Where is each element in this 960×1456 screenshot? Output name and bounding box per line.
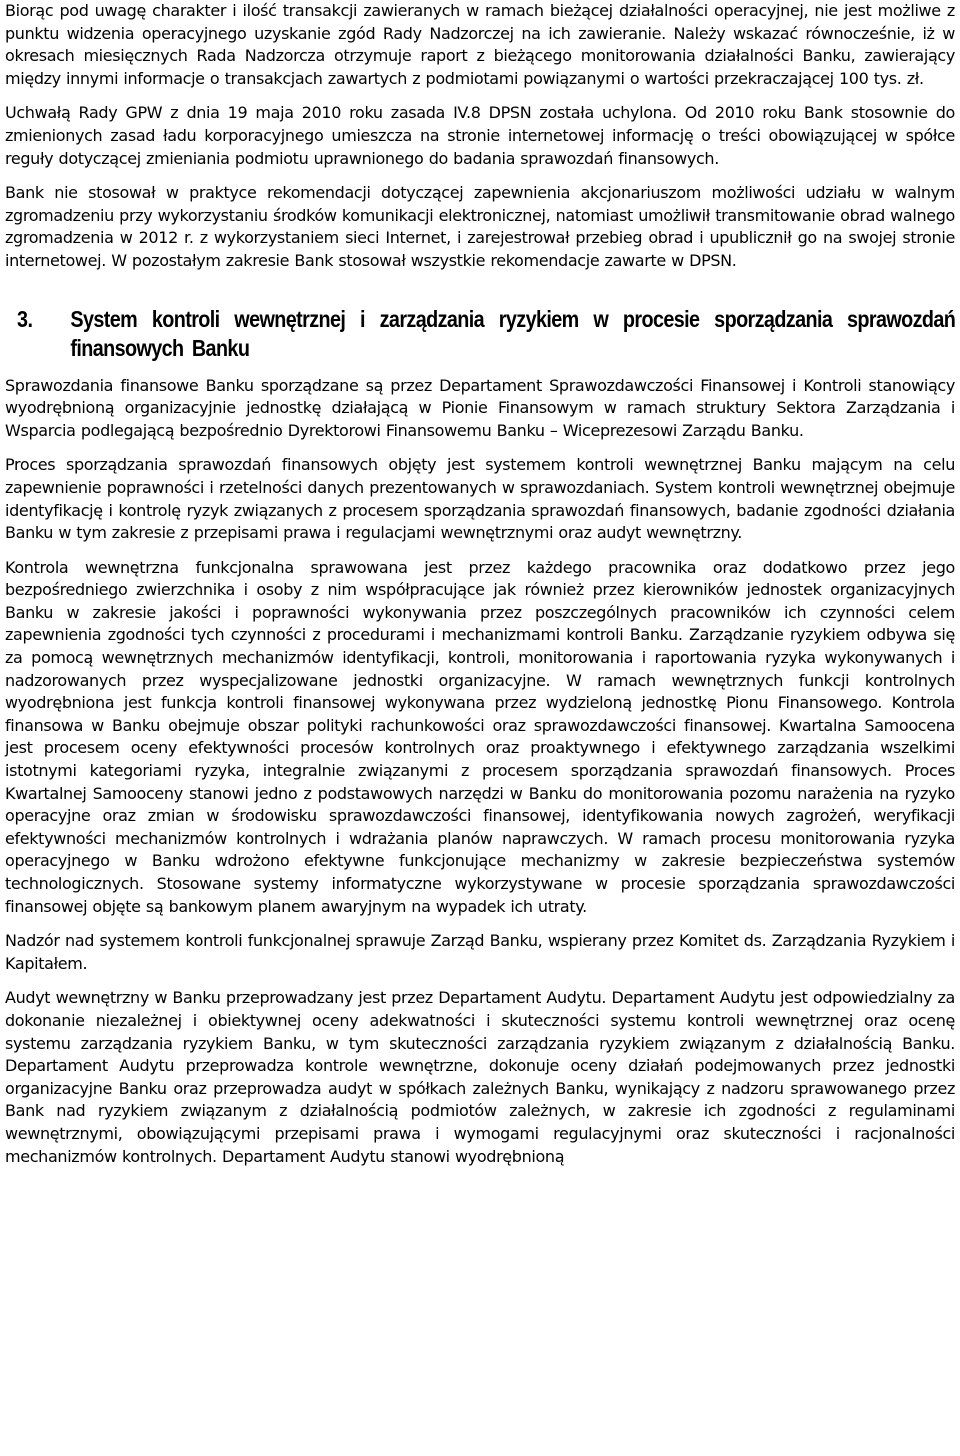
section-title: System kontroli wewnętrznej i zarządzania ryzykiem w procesie sporządzania sprawozdań finansowych Banku <box>70 305 956 361</box>
paragraph-gpw-resolution: Uchwałą Rady GPW z dnia 19 maja 2010 roku zasada IV.8 DPSN została uchylona. Od 2010 roku Bank stosownie do zmienionych zasad ładu korporacyjnego umieszcza na stronie internetowej informację o treści obowiązującej w spółce reguły dotyczącej zmieniania podmiotu uprawnionego do badania sprawozdań finansowych. <box>5 103 955 168</box>
paragraph-electronic-communication: Bank nie stosował w praktyce rekomendacji dotyczącej zapewnienia akcjonariuszom możliwości udziału w walnym zgromadzeniu przy wykorzystaniu środków komunikacji elektronicznej, natomiast umożliwił transmitowanie obrad walnego zgromadzenia w 2012 r. z wykorzystaniem sieci Internet, i zarejestrował przebieg obrad i upublicznił go na swojej stronie internetowej. W pozostałym zakresie Bank stosował wszystkie rekomendacje zawarte w DPSN. <box>5 183 955 270</box>
document-page <box>5 0 955 1168</box>
section-number: 3. <box>17 305 33 332</box>
paragraph-related-party-transactions: Biorąc pod uwagę charakter i ilość transakcji zawieranych w ramach bieżącej działalności operacyjnej, nie jest możliwe z punktu widzenia operacyjnego uzyskanie zgód Rady Nadzorczej na ich zawieranie. Należy wskazać równocześnie, iż w okresach miesięcznych Rada Nadzorcza otrzymuje raport z bieżącego monitorowania działalności Banku, zawierający między innymi informacje o transakcjach zawartych z podmiotami powiązanymi o wartości przekraczającej 100 tys. zł. <box>5 1 955 88</box>
paragraph-functional-control: Kontrola wewnętrzna funkcjonalna sprawowana jest przez każdego pracownika oraz dodatkowo przez jego bezpośredniego zwierzchnika i osoby z nim współpracujące jak również przez kierowników jednostek organizacyjnych Banku w zakresie jakości i poprawności wykonywania przez poszczególnych pracowników ich czynności celem zapewnienia zgodności tych czynności z procedurami i mechanizmami kontroli Banku. Zarządzanie ryzykiem odbywa się za pomocą wewnętrznych mechanizmów identyfikacji, kontroli, monitorowania i raportowania ryzyka wykonywanych i nadzorowanych przez wyspecjalizowane jednostki organizacyjne. W ramach wewnętrznych funkcji kontrolnych wyodrębniona jest funkcja kontroli finansowej wykonywana przez wydzieloną jednostkę Pionu Finansowego. Kontrola finansowa w Banku obejmuje obszar polityki rachunkowości oraz sprawozdawczości finansowej. Kwartalna Samoocena jest procesem oceny efektywności procesów kontrolnych oraz proaktywnego i efektywnego zarządzania wszelkimi istotnymi kategoriami ryzyka, integralnie związanymi z procesem sporządzania sprawozdań finansowych. Proces Kwartalnej Samooceny stanowi jedno z podstawowych narzędzi w Banku do monitorowania pozomu narażenia na ryzyko operacyjne oraz zmian w środowisku sprawozdawczości finansowej, identyfikowania nowych zagrożeń, weryfikacji efektywności mechanizmów kontrolnych i wdrażania planów naprawczych. W ramach procesu monitorowania ryzyka operacyjnego w Banku wdrożono efektywne funkcjonujące mechanizmy w zakresie bezpieczeństwa systemów technologicznych. Stosowane systemy informatyczne wykorzystywane w procesie sporządzania sprawozdawczości finansowej objęte są bankowym planem awaryjnym na wypadek ich utraty. <box>5 557 955 916</box>
paragraph-internal-control-system: Proces sporządzania sprawozdań finansowych objęty jest systemem kontroli wewnętrznej Banku mającym na celu zapewnienie poprawności i rzetelności danych prezentowanych w sprawozdaniach. System kontroli wewnętrznej obejmuje identyfikację i kontrolę ryzyk związanych z procesem sporządzania sprawozdań finansowych, badanie zgodności działania Banku w tym zakresie z przepisami prawa i regulacjami wewnętrznymi oraz audyt wewnętrzny. <box>5 455 955 543</box>
section-heading <box>5 305 955 363</box>
paragraph-internal-audit: Audyt wewnętrzny w Banku przeprowadzany jest przez Departament Audytu. Departament Audytu jest odpowiedzialny za dokonanie niezależnej i obiektywnej oceny adekwatności i skuteczności systemu kontroli wewnętrznej oraz ocenę systemu zarządzania ryzykiem Banku, w tym skuteczności zarządzania ryzykiem związanym z działalnością Banku. Departament Audytu przeprowadza kontrole wewnętrzne, dokonuje oceny działań podejmowanych przez jednostki organizacyjne Banku oraz przeprowadza audyt w spółkach zależnych Banku, wynikający z nadzoru sprawowanego przez Bank nad ryzykiem związanym z działalnością podmiotów zależnych, w zakresie ich zgodności z regulaminami wewnętrznymi, obowiązującymi przepisami prawa i wymogami regulacyjnymi oraz skuteczności i racjonalności mechanizmów kontrolnych. Departament Audytu stanowi wyodrębnioną <box>5 988 955 1166</box>
paragraph-supervision: Nadzór nad systemem kontroli funkcjonalnej sprawuje Zarząd Banku, wspierany przez Komitet ds. Zarządzania Ryzykiem i Kapitałem. <box>5 931 955 973</box>
paragraph-financial-statements-preparation: Sprawozdania finansowe Banku sporządzane są przez Departament Sprawozdawczości Finansowej i Kontroli stanowiący wyodrębnioną organizacyjnie jednostkę działającą w Pionie Finansowym w ramach struktury Sektora Zarządzania i Wsparcia podlegającą bezpośrednio Dyrektorowi Finansowemu Banku – Wiceprezesowi Zarządu Banku. <box>5 375 955 440</box>
